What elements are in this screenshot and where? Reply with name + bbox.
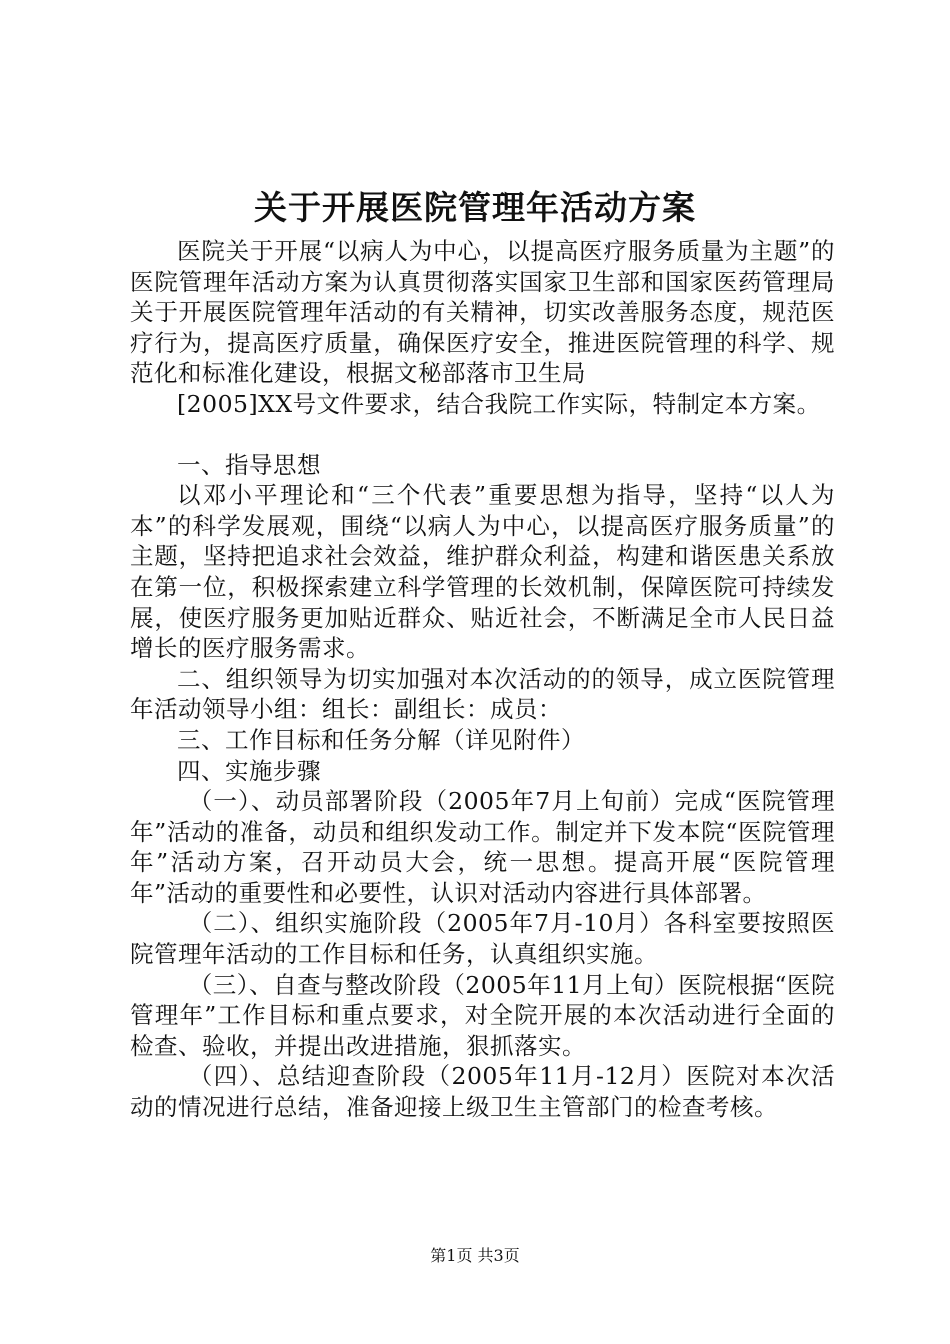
step-4-paragraph: （四）、总结迎查阶段（2005年11月-12月）医院对本次活动的情况进行总结，准备迎接上级卫生主管部门的检查考核。 bbox=[130, 1062, 835, 1122]
step-2-paragraph: （二）、组织实施阶段（2005年7月-10月）各科室要按照医院管理年活动的工作目标和任务，认真组织实施。 bbox=[130, 909, 835, 969]
intro-paragraph-2: [2005]XX号文件要求，结合我院工作实际，特制定本方案。 bbox=[177, 389, 821, 418]
section-3-paragraph: 三、工作目标和任务分解（详见附件） bbox=[177, 725, 585, 754]
document-title: 关于开展医院管理年活动方案 bbox=[254, 188, 696, 227]
intro-paragraph-1: 医院关于开展“以病人为中心，以提高医疗服务质量为主题”的医院管理年活动方案为认真贯彻落实国家卫生部和国家医药管理局关于开展医院管理年活动的有关精神，切实改善服务态度，规范医疗行为，提高医疗质量，确保医疗安全，推进医院管理的科学、规范化和标准化建设，根据文秘部落市卫生局 bbox=[130, 237, 835, 388]
section-1-heading: 一、指导思想 bbox=[177, 450, 321, 479]
section-2-paragraph: 二、组织领导为切实加强对本次活动的的领导，成立医院管理年活动领导小组：组长：副组长：成员： bbox=[130, 664, 835, 724]
section-1-body: 以邓小平理论和“三个代表”重要思想为指导，坚持“以人为本”的科学发展观，围绕“以病人为中心，以提高医疗服务质量”的主题，坚持把追求社会效益，维护群众利益，构建和谐医患关系放在第一位，积极探索建立科学管理的长效机制，保障医院可持续发展，使医疗服务更加贴近群众、贴近社会，不断满足全市人民日益增长的医疗服务需求。 bbox=[130, 481, 835, 663]
step-1-paragraph: （一）、动员部署阶段（2005年7月上旬前）完成“医院管理年”活动的准备，动员和组织发动工作。制定并下发本院“医院管理年”活动方案，召开动员大会，统一思想。提高开展“医院管理年”活动的重要性和必要性，认识对活动内容进行具体部署。 bbox=[130, 787, 835, 907]
page-number-footer: 第1页 共3页 bbox=[430, 1246, 520, 1265]
step-3-paragraph: （三）、自查与整改阶段（2005年11月上旬）医院根据“医院管理年”工作目标和重点要求，对全院开展的本次活动进行全面的检查、验收，并提出改进措施，狠抓落实。 bbox=[130, 970, 835, 1060]
paragraph-gap bbox=[130, 420, 835, 450]
document-body bbox=[130, 236, 835, 1123]
section-4-heading: 四、实施步骤 bbox=[177, 756, 321, 785]
